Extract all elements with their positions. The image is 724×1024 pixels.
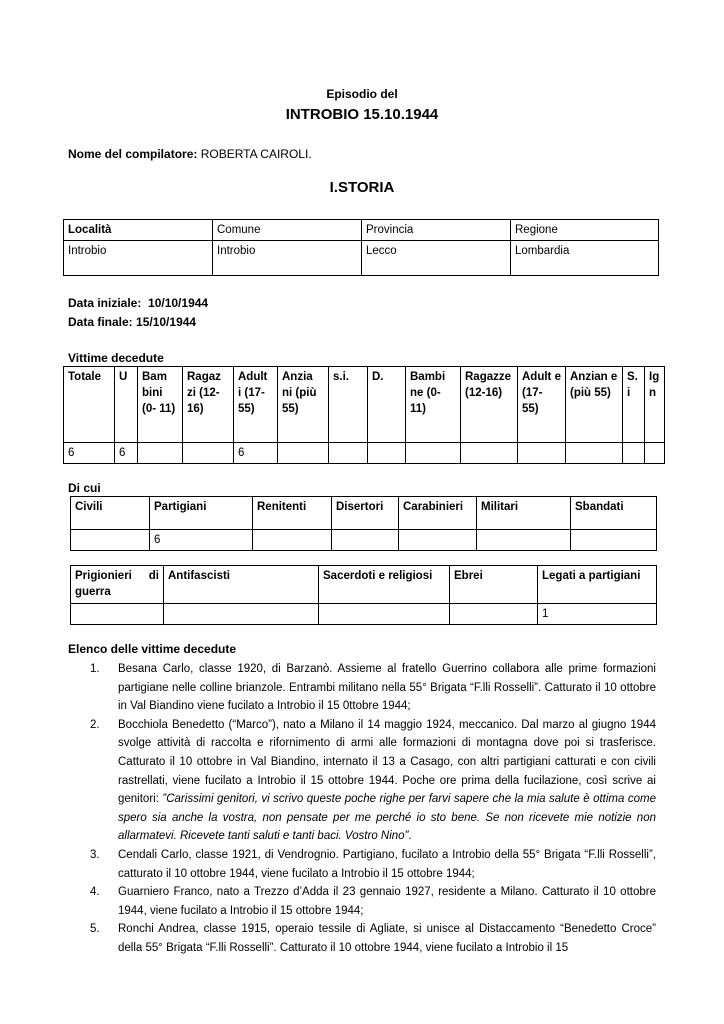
end-date-label: Data finale:	[68, 315, 133, 329]
table-header-cell: Disertori	[332, 497, 399, 530]
table-cell: 6	[115, 443, 138, 464]
table-header-cell: Sacerdoti e religiosi	[319, 566, 450, 604]
table-cell	[138, 443, 183, 464]
list-item-text: Cendali Carlo, classe 1921, di Vendrognio. Partigiano, fucilato a Introbio della 55° Brigata “F.lli Rosselli”, catturato il 10 ottobre 1944, viene fucilato a Introbio il 15 ottobre 1944;	[118, 848, 656, 880]
victims-table-title: Vittime decedute	[68, 351, 164, 365]
list-item-quote: ”Carissimi genitori, vi scrivo queste poche righe per farvi sapere che la mia salute è ottima come spero sia anche la vostra, non pensate per me perché io sto bene. Se non ricevete mie notizie non allarmatevi. Ricevete tanti saluti e tanti baci. Vostro Nino”	[118, 793, 656, 843]
list-item	[70, 846, 656, 883]
table-row	[64, 241, 659, 276]
table-cell: Introbio	[213, 241, 362, 276]
end-date-value: 15/10/1944	[136, 315, 197, 329]
table-row	[71, 604, 657, 625]
table-header-cell: Regione	[511, 220, 659, 241]
list-item-text: Besana Carlo, classe 1920, di Barzanò. Assieme al fratello Guerrino collabora alle prime formazioni partigiane nelle colline brianzole. Entrambi militano nella 55° Brigata “F.lli Rosselli”. Catturato il 10 ottobre in Val Biandino viene fucilato a Introbio il 15 0ttobre 1944;	[118, 663, 656, 713]
list-item-number: 2.	[90, 718, 100, 731]
table-header-cell: Ig n	[645, 367, 665, 443]
start-date-label: Data iniziale:	[68, 296, 142, 310]
start-date-value: 10/10/1944	[148, 296, 209, 310]
table-cell	[278, 443, 329, 464]
compiler-label: Nome del compilatore:	[68, 147, 198, 161]
table-row	[71, 497, 657, 530]
table-cell	[399, 530, 477, 551]
table-cell	[253, 530, 332, 551]
table-cell	[623, 443, 645, 464]
table-header-cell: S. i	[623, 367, 645, 443]
compiler-line	[68, 147, 312, 161]
table-cell	[164, 604, 319, 625]
table-cell	[461, 443, 518, 464]
list-item	[70, 660, 656, 716]
table-header-cell: Ragazze (12-16)	[461, 367, 518, 443]
table-cell	[518, 443, 566, 464]
table-header-cell: Totale	[64, 367, 115, 443]
table-cell: Introbio	[64, 241, 213, 276]
table-header-cell: Comune	[213, 220, 362, 241]
compiler-name: ROBERTA CAIROLI.	[200, 147, 312, 161]
table-row	[64, 367, 665, 443]
table-header-cell: D.	[368, 367, 406, 443]
location-table	[63, 219, 659, 276]
list-item-number: 4.	[90, 886, 100, 899]
table-header-cell: Adult e (17- 55)	[518, 367, 566, 443]
victims-table	[63, 366, 665, 464]
list-item	[70, 920, 656, 957]
table-cell	[406, 443, 461, 464]
table-header-cell: Legati a partigiani	[538, 566, 657, 604]
table-header-cell: Anzia ni (più 55)	[278, 367, 329, 443]
list-item-text: Bocchiola Benedetto (“Marco”), nato a Milano il 14 maggio 1924, meccanico. Dal marzo al giugno 1944 svolge attività di raccolta e rifornimento di armi alle formazioni di montagna dove poi si trasferisce. Catturato il 10 ottobre in Val Biandino, internato il 13 a Casago, con altri partigiani catturati e con civili rastrellati, viene fucilato a Introbio il 15 ottobre 1944. Poche ore prima della fucilazione, così scrive ai genitori:	[118, 718, 656, 806]
list-item-number: 1.	[90, 663, 100, 675]
table-header-cell: Località	[64, 220, 213, 241]
table-header-cell: Adult i (17- 55)	[234, 367, 278, 443]
table-cell	[450, 604, 538, 625]
table-cell	[566, 443, 623, 464]
table-cell	[71, 530, 150, 551]
episode-title: INTROBIO 15.10.1944	[285, 106, 439, 123]
section-title: I.STORIA	[329, 179, 395, 196]
table-cell: 6	[64, 443, 115, 464]
table-row	[71, 530, 657, 551]
table-cell	[319, 604, 450, 625]
table-cell: 6	[234, 443, 278, 464]
table-header-cell: Militari	[477, 497, 571, 530]
table-cell: 1	[538, 604, 657, 625]
table-header-cell: Ragaz zi (12- 16)	[183, 367, 234, 443]
table-cell	[645, 443, 665, 464]
list-item-number: 3.	[90, 848, 100, 861]
table-row	[64, 443, 665, 464]
table-header-cell: Partigiani	[150, 497, 253, 530]
table-header-cell: s.i.	[329, 367, 368, 443]
list-item-number: 5.	[90, 923, 100, 936]
table-header-cell: Sbandati	[571, 497, 657, 530]
victims-list	[70, 660, 656, 958]
table-cell: 6	[150, 530, 253, 551]
table-header-cell: Bambi ne (0- 11)	[406, 367, 461, 443]
table-cell	[571, 530, 657, 551]
table-header-cell: Civili	[71, 497, 150, 530]
table-cell	[332, 530, 399, 551]
start-date-line	[68, 296, 208, 310]
episode-label: Episodio del	[326, 87, 398, 101]
table-cell	[183, 443, 234, 464]
dicui-table-title: Di cui	[68, 481, 101, 495]
table-header-cell: Bam bini (0- 11)	[138, 367, 183, 443]
table-cell	[71, 604, 164, 625]
table-header-cell: Antifascisti	[164, 566, 319, 604]
table-cell	[329, 443, 368, 464]
table-header-cell: Carabinieri	[399, 497, 477, 530]
table-header-cell: Renitenti	[253, 497, 332, 530]
table-cell	[368, 443, 406, 464]
victims-list-title: Elenco delle vittime decedute	[68, 642, 237, 656]
table-header-cell: Ebrei	[450, 566, 538, 604]
end-date-line	[68, 315, 196, 329]
table-header-cell: Prigionieri di guerra	[71, 566, 164, 604]
table-row	[64, 220, 659, 241]
dicui-table	[70, 496, 657, 551]
list-item-text: Guarniero Franco, nato a Trezzo d’Adda il 23 gennaio 1927, residente a Milano. Catturato il 10 ottobre 1944, viene fucilato a Introbio il 15 ottobre 1944;	[118, 886, 656, 917]
other-categories-table	[70, 565, 657, 625]
list-item-text: Ronchi Andrea, classe 1915, operaio tessile di Agliate, si unisce al Distaccamento “Benedetto Croce” della 55° Brigata “F.lli Rosselli”. Catturato il 10 ottobre 1944, viene fucilato a Introbio il 15	[118, 923, 656, 954]
table-cell: Lombardia	[511, 241, 659, 276]
table-header-cell: Anzian e (più 55)	[566, 367, 623, 443]
list-item	[70, 883, 656, 920]
list-item-tail: .	[408, 830, 412, 843]
table-header-cell: Provincia	[362, 220, 511, 241]
list-item	[70, 716, 656, 846]
table-row	[71, 566, 657, 604]
table-cell: Lecco	[362, 241, 511, 276]
table-cell	[477, 530, 571, 551]
table-header-cell: U	[115, 367, 138, 443]
